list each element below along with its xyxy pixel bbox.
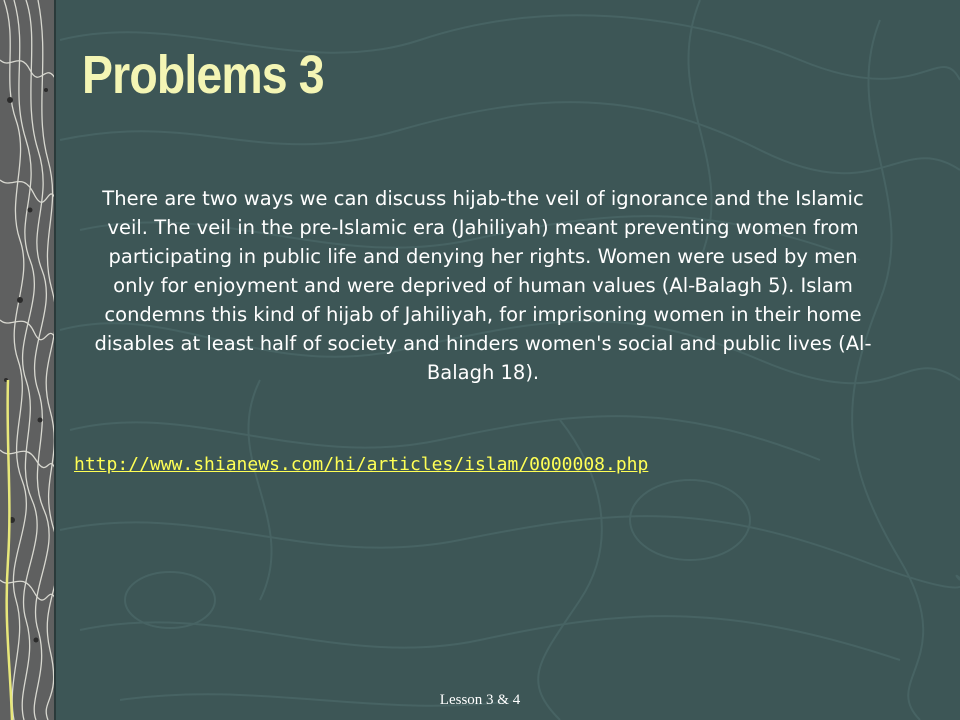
topographic-map-strip bbox=[0, 0, 56, 720]
source-link[interactable]: http://www.shianews.com/hi/articles/islam/0000008.php bbox=[74, 454, 649, 475]
slide-body-text: There are two ways we can discuss hijab-the veil of ignorance and the Islamic veil. The veil in the pre-Islamic era (Jahiliyah) meant preventing women from participating in public life and denying her rights. Women were used by men only for enjoyment and were deprived of human values (Al-Balagh 5). Islam condemns this kind of hijab of Jahiliyah, for imprisoning women in their home disables at least half of society and hinders women's social and public lives (Al-Balagh 18). bbox=[94, 187, 872, 384]
slide-title: Problems 3 bbox=[82, 45, 324, 105]
slide-footer: Lesson 3 & 4 bbox=[439, 692, 521, 708]
